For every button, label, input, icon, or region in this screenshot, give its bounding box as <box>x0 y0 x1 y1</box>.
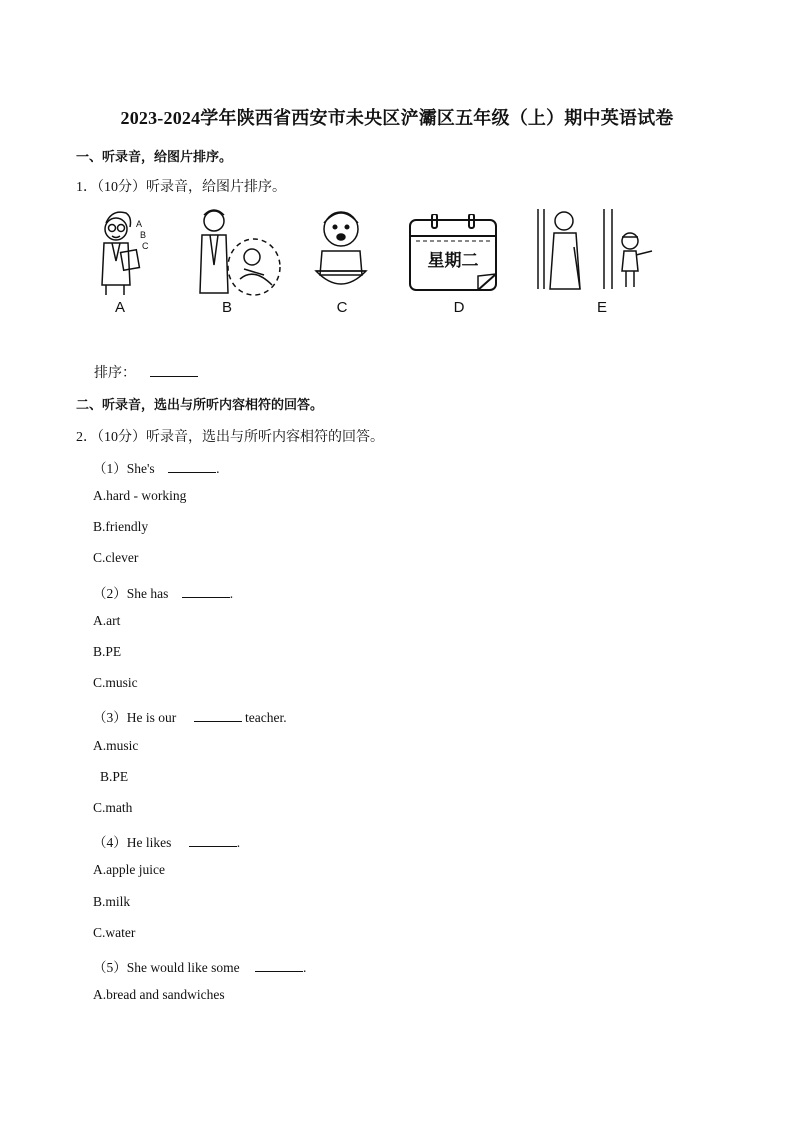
item-5-stem-end: . <box>303 960 307 975</box>
item-4-blank[interactable] <box>189 834 237 847</box>
item-2-stem-end: . <box>229 586 234 601</box>
item-3-stem-end: teacher. <box>245 710 287 725</box>
item-3-stem <box>93 706 287 726</box>
item-3-blank[interactable] <box>194 709 242 722</box>
svg-text:C: C <box>142 241 149 251</box>
item-1-stem <box>93 457 219 477</box>
item-2-option-c[interactable]: C.music <box>93 675 138 690</box>
item-4-stem-text: （4）He likes <box>93 835 172 850</box>
page-title: 2023-2024学年陕西省西安市未央区浐灞区五年级（上）期中英语试卷 <box>120 108 674 128</box>
svg-text:B: B <box>140 230 147 240</box>
calendar-day-text: 星期二 <box>427 251 479 271</box>
item-2-option-a[interactable]: A.art <box>93 613 121 628</box>
item-3-stem-text: （3）He is our <box>93 710 177 725</box>
picture-a-label: A <box>114 299 125 316</box>
item-1-option-c[interactable]: C.clever <box>93 550 139 565</box>
item-3-option-a[interactable]: A.music <box>93 738 139 753</box>
item-4-option-b[interactable]: B.milk <box>93 894 131 909</box>
order-label: 排序： <box>94 366 136 381</box>
item-3-option-b[interactable]: B.PE <box>100 769 129 784</box>
item-2-stem-text: （2）She has <box>93 586 169 601</box>
item-3-option-c[interactable]: C.math <box>93 800 133 815</box>
item-5-stem <box>93 956 306 976</box>
picture-a <box>92 205 154 297</box>
item-2-stem <box>93 582 233 602</box>
picture-e-label: E <box>596 299 607 316</box>
item-4-stem <box>93 831 240 851</box>
boy-eating-icon <box>310 205 372 297</box>
item-5-stem-text: （5）She would like some <box>93 960 240 975</box>
picture-b-label: B <box>221 299 232 316</box>
order-answer-blank[interactable] <box>150 364 198 377</box>
item-1-option-a[interactable]: A.hard - working <box>93 488 187 503</box>
item-2-option-b[interactable]: B.PE <box>93 644 122 659</box>
question-1-stem: 1．（10分）听录音，给图片排序。 <box>76 180 286 195</box>
picture-e <box>534 207 658 291</box>
order-answer-row <box>94 362 198 382</box>
picture-b <box>194 205 282 297</box>
svg-text:A: A <box>136 219 143 229</box>
item-4-stem-end: . <box>236 835 241 850</box>
teacher-with-book-icon <box>92 205 154 297</box>
man-and-boy-icon <box>194 205 282 297</box>
item-5-option-a[interactable]: A.bread and sandwiches <box>93 987 225 1002</box>
picture-d <box>408 214 498 292</box>
question-2-stem: 2．（10分）听录音，选出与所听内容相符的回答。 <box>76 430 384 445</box>
item-4-option-c[interactable]: C.water <box>93 925 136 940</box>
item-4-option-a[interactable]: A.apple juice <box>93 862 165 877</box>
item-2-blank[interactable] <box>182 585 230 598</box>
item-5-blank[interactable] <box>255 959 303 972</box>
item-1-stem-end: . <box>216 461 220 476</box>
grandma-and-girl-icon <box>534 207 658 291</box>
picture-c <box>310 205 372 297</box>
item-1-option-b[interactable]: B.friendly <box>93 519 149 534</box>
section-1-heading: 一、听录音，给图片排序。 <box>76 149 233 164</box>
picture-d-label: D <box>453 299 465 316</box>
item-1-blank[interactable] <box>168 460 216 473</box>
picture-c-label: C <box>336 299 348 316</box>
section-2-heading: 二、听录音，选出与所听内容相符的回答。 <box>76 397 324 412</box>
item-1-stem-text: （1）She's <box>93 461 155 476</box>
